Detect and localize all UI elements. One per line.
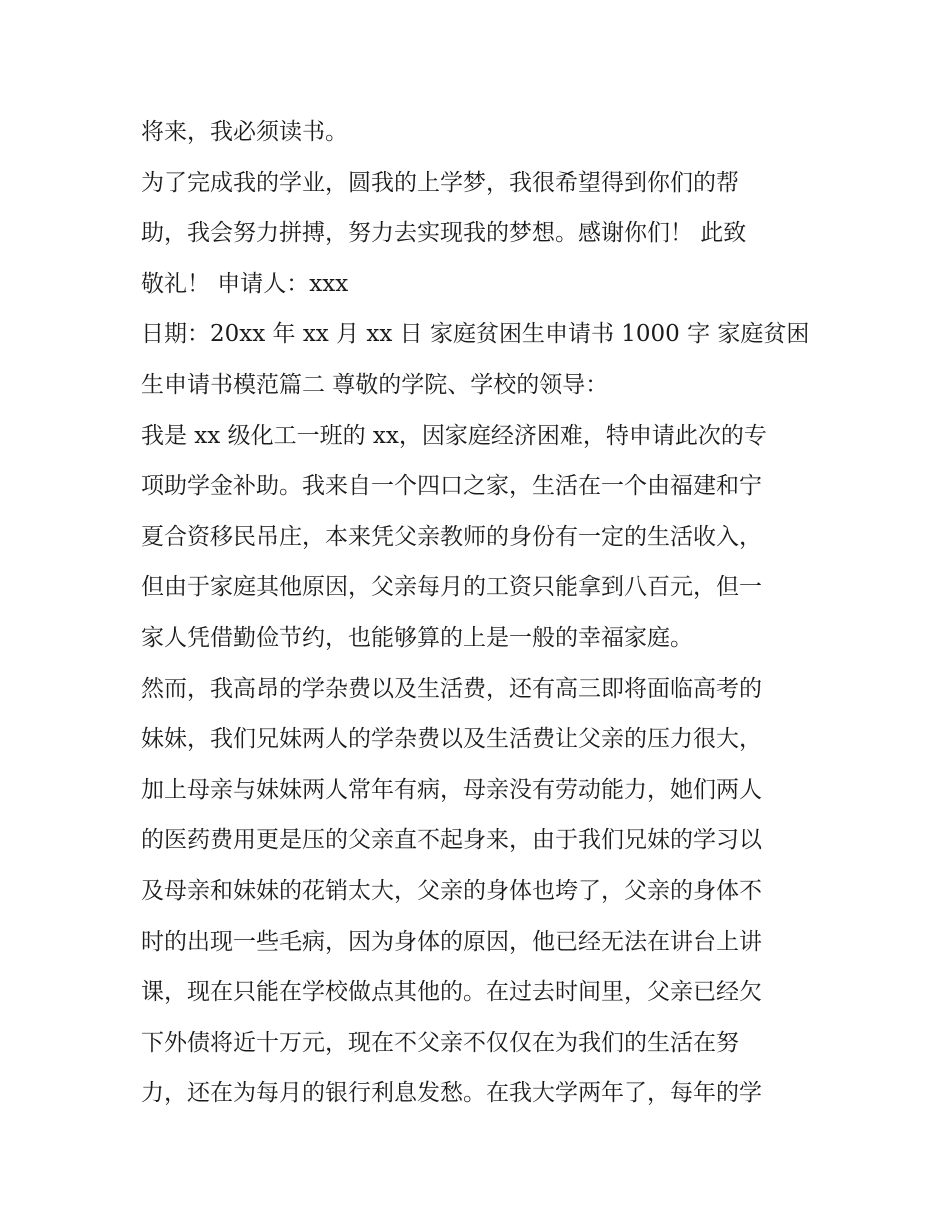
text-line: 的医药费用更是压的父亲直不起身来，由于我们兄妹的学习以 [141, 827, 762, 854]
text-line: 家人凭借勤俭节约，也能够算的上是一般的幸福家庭。 [141, 624, 693, 651]
text-line: 为了完成我的学业，圆我的上学梦，我很希望得到你们的帮 [141, 169, 739, 196]
text-line: 课，现在只能在学校做点其他的。在过去时间里，父亲已经欠 [141, 979, 762, 1006]
text-line: 生申请书模范篇二 尊敬的学院、学校的领导： [141, 371, 609, 398]
text-line: 夏合资移民吊庄，本来凭父亲教师的身份有一定的生活收入， [141, 523, 762, 550]
text-line: 将来，我必须读书。 [141, 119, 348, 145]
text-line: 及母亲和妹妹的花销太大，父亲的身体也垮了，父亲的身体不 [141, 877, 762, 904]
text-line: 日期：20xx 年 xx 月 xx 日 家庭贫困生申请书 1000 字 家庭贫困 [141, 321, 810, 348]
text-line: 下外债将近十万元，现在不父亲不仅仅在为我们的生活在努 [141, 1029, 739, 1056]
text-line: 敬礼！ 申请人：xxx [141, 270, 349, 297]
text-line: 项助学金补助。我来自一个四口之家，生活在一个由福建和宁 [141, 473, 762, 500]
text-line: 加上母亲与妹妹两人常年有病，母亲没有劳动能力，她们两人 [141, 776, 762, 803]
text-line: 但由于家庭其他原因，父亲每月的工资只能拿到八百元，但一 [141, 574, 762, 601]
body-text [141, 107, 813, 1119]
text-line: 时的出现一些毛病，因为身体的原因，他已经无法在讲台上讲 [141, 928, 762, 955]
text-line: 助，我会努力拼搏，努力去实现我的梦想。感谢你们！ 此致 [141, 220, 747, 247]
text-line: 妹妹，我们兄妹两人的学杂费以及生活费让父亲的压力很大， [141, 726, 762, 753]
text-line: 力，还在为每月的银行利息发愁。在我大学两年了，每年的学 [141, 1080, 762, 1107]
text-line: 我是 xx 级化工一班的 xx，因家庭经济困难，特申请此次的专 [141, 422, 767, 449]
text-line: 然而，我高昂的学杂费以及生活费，还有高三即将面临高考的 [141, 675, 762, 702]
